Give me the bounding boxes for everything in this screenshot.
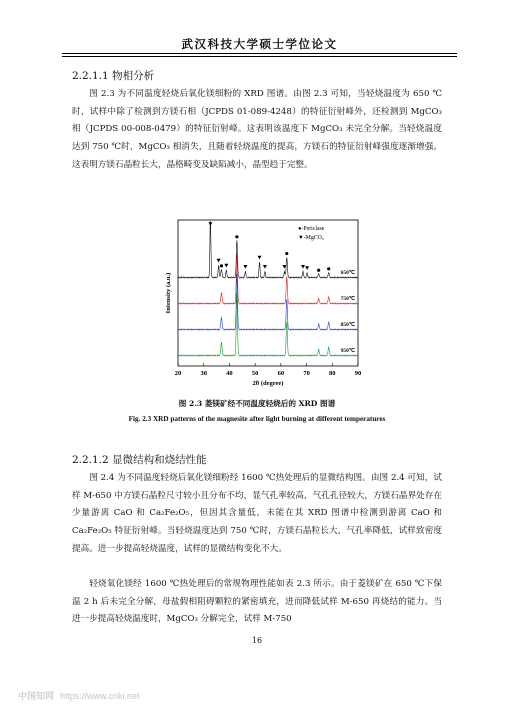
xrd-figure <box>148 214 368 389</box>
plot-frame <box>178 220 358 366</box>
x-tick-label: 80 <box>329 370 336 377</box>
series-label-1: 750℃ <box>340 296 355 302</box>
figure-caption-en: Fig. 2.3 XRD patterns of the magnesite after light burning at different temperatures <box>128 415 386 423</box>
y-axis-label: Intensity (a.u.) <box>165 272 172 314</box>
series-line-2 <box>178 274 358 330</box>
x-axis-label: 2θ (degree) <box>252 380 284 387</box>
mgco3-marker <box>263 265 267 269</box>
header-rule-thick <box>62 53 457 54</box>
mgco3-marker <box>243 265 247 269</box>
series-label-2: 850℃ <box>340 322 355 328</box>
x-tick-label: 40 <box>226 370 233 377</box>
periclase-marker <box>285 252 288 255</box>
x-tick-label: 70 <box>303 370 310 377</box>
figure-caption-cn: 图 2.3 菱镁矿经不同温度轻烧后的 XRD 图谱 <box>178 399 336 408</box>
x-tick-label: 30 <box>200 370 207 377</box>
series-line-1 <box>178 254 358 304</box>
mgco3-marker <box>305 266 309 270</box>
periclase-marker <box>220 264 223 267</box>
cnki-watermark <box>18 689 140 702</box>
page-number: 16 <box>251 636 263 645</box>
x-tick-label: 50 <box>251 370 259 377</box>
cnki-logo: 中国知网 <box>18 691 55 701</box>
mgco3-marker <box>217 259 221 263</box>
section-heading-microstructure: 2.2.1.2 显微结构和烧结性能 <box>72 454 207 466</box>
legend-entry-0: ●-Periclase <box>298 226 325 232</box>
series-label-0: 650℃ <box>340 270 355 276</box>
xrd-chart <box>148 214 368 389</box>
x-tick-label: 60 <box>277 370 285 377</box>
periclase-marker <box>235 235 238 238</box>
cnki-url: https://www.cnki.net <box>60 691 140 701</box>
mgco3-marker <box>224 264 228 268</box>
paragraph-microstructure: 图 2.4 为不同温度轻烧后氧化镁细粉经 1600 ℃热处理后的显微结构图。由图 2.4 可知，试样 M-650 中方镁石晶粒尺寸较小且分布不均，显气孔率较高，气孔孔径较大，方镁石晶界处存在少量游离 CaO 和 Ca₂Fe₂O₅，但因其含量低，未能在其 XRD 图谱中检测到游离 CaO 和 Ca₂Fe₂O₅ 特征衍射峰。当轻烧温度达到 750 ℃时，方镁石晶粒长大，气孔率降低，试样致密度提高。进一步提高轻烧温度，试样的显微结构变化不大。 <box>72 473 442 554</box>
header-rule-thin <box>62 56 457 57</box>
periclase-marker <box>327 267 330 270</box>
mgco3-marker <box>208 222 212 226</box>
x-tick-label: 20 <box>174 370 182 377</box>
legend-entry-1: ▼-MgCO₃ <box>298 235 324 241</box>
mgco3-marker <box>258 256 262 260</box>
series-label-3: 950℃ <box>340 348 355 354</box>
series-line-0 <box>178 221 358 278</box>
periclase-marker <box>317 269 320 272</box>
x-tick-label: 90 <box>354 370 362 377</box>
section-heading-phase-analysis: 2.2.1.1 物相分析 <box>72 70 155 82</box>
mgco3-marker <box>301 265 305 269</box>
paragraph-physical-properties: 轻烧氧化镁经 1600 ℃热处理后的常规物理性能如表 2.3 所示。由于菱镁矿在 650 ℃下保温 2 h 后未完全分解，母盐假相阻碍颗粒的紧密填充，进而降低试样 M-650 再烧结的能力。当进一步提高轻烧温度时，MgCO₃ 分解完全，试样 M-750 <box>72 579 442 625</box>
paragraph-phase-analysis: 图 2.3 为不同温度轻烧后氧化镁细粉的 XRD 图谱。由图 2.3 可知，当轻烧温度为 650 ℃时，试样中除了检测到方镁石相（JCPDS 01-089-4248）的特征衍射峰外，还检测到 MgCO₃ 相（JCPDS 00-008-0479）的特征衍射峰。这表明该温度下 MgCO₃ 未完全分解。当轻烧温度达到 750 ℃时，MgCO₃ 相消失，且随着轻烧温度的提高，方镁石的特征衍射峰强度逐渐增强。这表明方镁石晶粒长大，晶格畸变及缺陷减小，晶型趋于完整。 <box>72 89 442 170</box>
page-header: 武汉科技大学硕士学位论文 <box>181 37 338 51</box>
